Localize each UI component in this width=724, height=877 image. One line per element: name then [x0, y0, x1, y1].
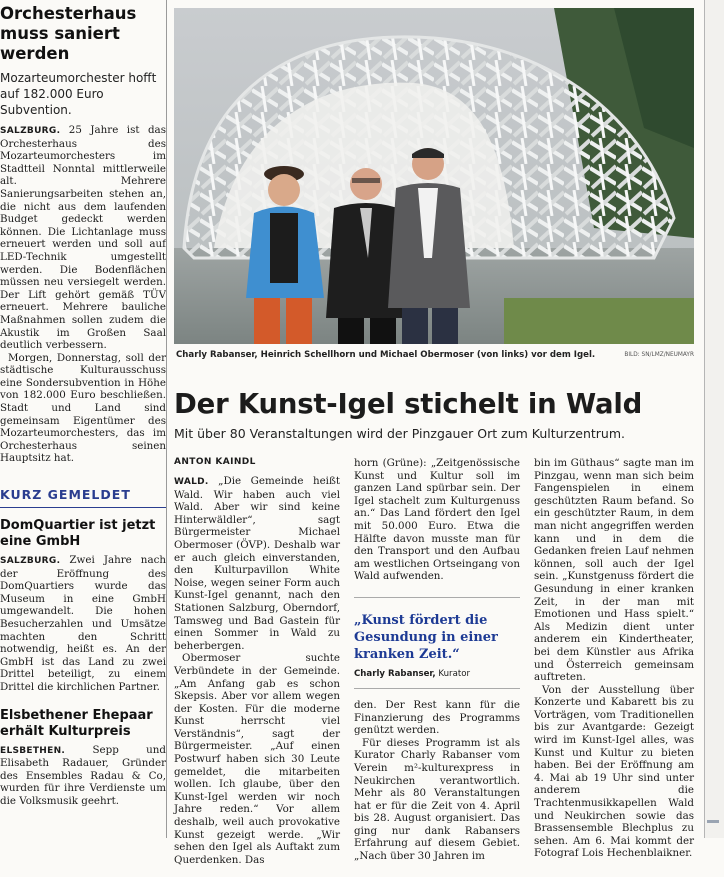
lead-headline: Orchesterhaus muss saniert werden	[0, 4, 137, 63]
article-photo	[174, 8, 694, 344]
right-page-edge	[704, 0, 724, 838]
pullquote-rule-top	[354, 597, 520, 598]
article-col2-paragraph-3: Für dieses Programm ist als Kurator Charly Rabanser vom Verein m²-kulturexpress in Neukirchen verantwortlich. Mehr als 80 Veranstaltungen hat er für die Zeit von 4. April bis 28. August organisiert. Das ging nur dank Rabansers Erfahrung auf diesem Gebiet. „Nach über 30 Jahren im	[354, 736, 520, 863]
lead-text-1: 25 Jahre ist das Orchesterhaus des Mozarteumorchesters im Stadtteil Nonntal mittlerweile alt. Mehrere Sanierungsarbeiten stehen an, die nicht aus dem laufenden Budget gedeckt werden können. Die Lichtanlage muss erneuert werden und soll auf LED-Technik umgestellt werden. Die Bodenflächen müssen neu versiegelt werden. Der Lift gehört gemäß TÜV erneuert. Mehrere bauliche Maßnahmen sollen zudem die Akustik im Großen Saal deutlich verbessern.	[0, 124, 166, 352]
lead-dateline: SALZBURG.	[0, 126, 61, 136]
article-col2-paragraph-2: den. Der Rest kann für die Finanzierung des Programms genützt werden.	[354, 698, 520, 737]
brief-1-headline: DomQuartier ist jetzt eine GmbH	[0, 518, 156, 550]
left-column	[0, 0, 166, 838]
brief-1-paragraph	[0, 554, 166, 694]
photo-credit: BILD: SN/LMZ/NEUMAYR	[624, 352, 694, 358]
photo-caption: Charly Rabanser, Heinrich Schellhorn und Michael Obermoser (von links) vor dem Igel.	[176, 350, 596, 360]
article-byline: ANTON KAINDL	[174, 457, 256, 467]
lead-paragraph-2: Morgen, Donnerstag, soll der städtische Kulturausschuss eine Sondersubvention in Höhe von 182.000 Euro beschließen. Stadt und Land sind gemeinsam Eigentümer des Mozarteumorchesters, das im Orchesterhaus seinen Hauptsitz hat.	[0, 351, 166, 465]
brief-2-dateline: ELSBETHEN.	[0, 745, 66, 756]
article-standfirst: Mit über 80 Veranstaltungen wird der Pinzgauer Ort zum Kulturzentrum.	[174, 426, 625, 441]
article-col3-paragraph-2: Von der Ausstellung über Konzerte und Kabarett bis zu Vorträgen, vom Traditionellen bis zur Avantgarde: Gezeigt wird im Kunst-Igel alles, was Kunst und Kultur zu bieten haben. Bei der Eröffnung am 4. Mai ab 19 Uhr sind unter anderem die Trachtenmusikkapellen Wald und Neukirchen sowie das Brassensemble Blechplus zu sehen. Am 6. Mai kommt der Fotograf Lois Hechenblaikner.	[534, 683, 694, 860]
main-article	[174, 0, 698, 866]
article-col1-paragraph-1	[174, 475, 340, 652]
section-title: KURZ GEMELDET	[0, 487, 131, 503]
section-rule	[0, 507, 166, 508]
brief-1-text: Zwei Jahre nach der Eröffnung des DomQuartiers wurde das Museum in eine GmbH umgewandelt. Die hohen Besucherzahlen und Umsätze machten den Schritt notwendig, heißt es. An der GmbH ist das Land zu zwei Drittel beteiligt, zu einem Drittel die kirchlichen Partner.	[0, 554, 166, 693]
brief-2-headline: Elsbethener Ehepaar erhält Kulturpreis	[0, 707, 153, 739]
right-page-fragment	[707, 820, 719, 823]
pullquote: „Kunst fördert die Gesundung in einer kranken Zeit.“	[354, 612, 498, 662]
lead-paragraph-1	[0, 124, 166, 352]
photo-illustration	[174, 8, 694, 344]
article-col1-text-1: „Die Gemeinde heißt Wald. Wir haben auch viel Wald. Aber wir sind keine Hinterwäldler“, sagt Bürgermeister Michael Obermoser (ÖVP). Deshalb war er auch gleich einverstanden, den Kulturpavillon White Noise, wegen seiner Form auch Kunst-Igel genannt, nach den Stationen Salzburg, Oberndorf, Tamsweg und Bad Gastein für einen Sommer in Wald zu beherbergen.	[174, 475, 340, 652]
brief-2-paragraph	[0, 744, 166, 808]
brief-1-dateline: SALZBURG.	[0, 556, 61, 567]
article-col1-paragraph-2: Obermoser suchte Verbündete in der Gemeinde. „Am Anfang gab es schon Skepsis. Aber vor allem wegen der Kosten. Für die moderne Kunst herrscht viel Verständnis“, sagt der Bürgermeister. „Auf einen Postwurf haben sich 30 Leute gemeldet, die mitarbeiten wollen. Ich glaube, über den Kunst-Igel werden wir noch Jahre reden.“ Vor allem deshalb, weil auch provokative Kunst gezeigt werde. „Wir sehen den Igel als Auftakt zum Querdenken. Das	[174, 652, 340, 866]
article-dateline: WALD.	[174, 477, 209, 487]
pullquote-name: Charly Rabanser,	[354, 668, 436, 679]
article-columns	[174, 457, 698, 877]
pullquote-role: Kurator	[438, 668, 471, 679]
lead-subheadline: Mozarteumorchester hofft auf 182.000 Euro Subvention.	[0, 71, 157, 117]
pullquote-attribution	[354, 669, 520, 689]
photo-caption-row	[174, 348, 698, 366]
article-column-3	[534, 457, 694, 860]
article-col3-paragraph-1: bin im Güthaus“ sagte man im Pinzgau, wenn man sich beim Fangenspielen in einem geschützten Raum befand. So ein geschützter Raum, in dem man nicht angegriffen werden kann und in dem die Gedanken freien Lauf nehmen können, soll auch der Igel sein. „Kunstgenuss fördert die Gesundung in einer kranken Zeit, in der man mit Emotionen und Hass spielt.“ Als Medizin dient unter anderem ein Kindertheater, bei dem Künstler aus Afrika und Österreich gemeinsam auftreten.	[534, 457, 694, 684]
column-divider	[166, 0, 167, 838]
photo-lawn	[504, 298, 694, 344]
right-page-rule	[704, 0, 705, 838]
article-column-2	[354, 457, 520, 863]
article-column-1	[174, 457, 340, 866]
section-kurz-gemeldet	[0, 475, 166, 508]
article-col2-paragraph-1: horn (Grüne): „Zeitgenössische Kunst und Kultur soll im ganzen Land spürbar sein. Der Igel stachelt zum Kulturgenuss an.“ Das Land fördert den Igel mit 50.000 Euro. Etwa die Hälfte davon musste man für den Transport und den Aufbau am westlichen Ortseingang von Wald aufwenden.	[354, 457, 520, 583]
brief-2-text: Sepp und Elisabeth Radauer, Gründer des Ensembles Radau & Co, wurden für ihre Verdienste um die Volksmusik geehrt.	[0, 743, 166, 807]
article-headline: Der Kunst-Igel stichelt in Wald	[174, 388, 643, 420]
